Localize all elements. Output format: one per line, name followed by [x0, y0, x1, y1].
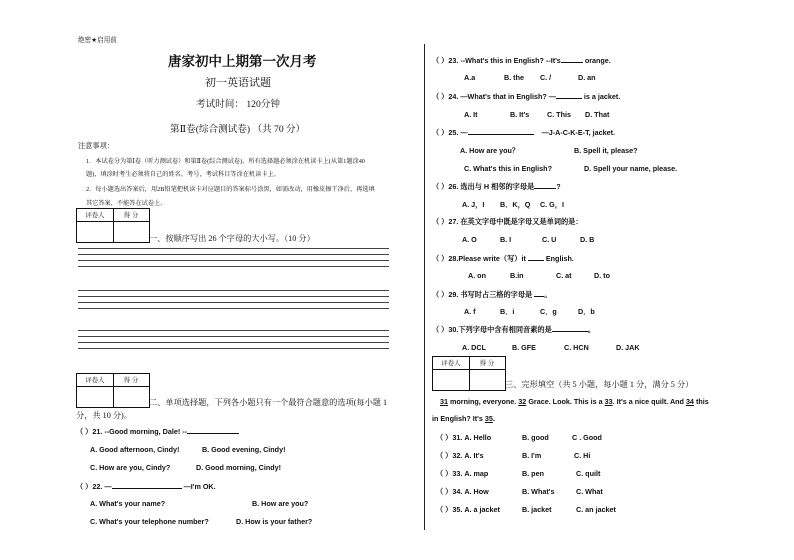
question-stem-end: ? [556, 182, 561, 191]
option-b[interactable]: B. jacket [522, 505, 552, 514]
cloze-line-1 [440, 397, 709, 406]
option-c[interactable]: C. an jacket [576, 505, 616, 514]
question-stem: （ ）30.下列字母中含有相同音素的是 [432, 325, 552, 334]
exam-time: 考试时间： 120分钟 [196, 99, 280, 110]
option-c[interactable]: C. What [576, 487, 603, 496]
question-stem-end: 。 [587, 325, 596, 334]
question-stem-end: —I'm OK. [183, 482, 216, 491]
option-d[interactable]: D. B [580, 235, 595, 244]
option-a[interactable]: A. DCL [462, 343, 486, 352]
part1-heading: 一、按顺序写出 26 个字母的大小写。（10 分） [149, 234, 315, 243]
question-stem: （ ）26. 选出与 H 相邻的字母是 [432, 182, 535, 191]
option-d[interactable]: D. Spell your name, please. [584, 164, 678, 173]
question-stem: （ ）25. — [432, 128, 468, 137]
option-a[interactable]: A. It [464, 110, 478, 119]
option-c[interactable]: C. quilt [576, 469, 601, 478]
option-d[interactable]: D. an [578, 73, 596, 82]
option-a[interactable]: A. O [462, 235, 477, 244]
score-box [76, 373, 150, 408]
answer-blank[interactable] [534, 296, 544, 297]
question-stem: （ ）23. --What's this in English? --It's [432, 56, 561, 65]
blank-34[interactable]: 34 [685, 397, 694, 406]
option-a[interactable]: A. J，I [462, 200, 485, 209]
question-stem-end: —J-A-C-K-E-T, jacket. [541, 128, 616, 137]
question-stem: （ ）22. — [76, 482, 112, 491]
cloze-text: this [695, 397, 709, 406]
question-22 [76, 482, 216, 492]
option-c[interactable]: C. How are you, Cindy? [90, 463, 171, 472]
score-box [432, 356, 506, 391]
option-b[interactable]: B. I'm [522, 451, 542, 460]
question-32: （ ）32. A. It's [436, 451, 484, 460]
confidential-mark: 绝密★启用前 [78, 37, 117, 44]
option-a[interactable]: A. on [468, 271, 486, 280]
question-stem-end: English. [545, 254, 574, 263]
exam-subtitle: 初一英语试题 [205, 77, 271, 89]
answer-blank[interactable] [556, 98, 582, 99]
question-stem-end: 。 [544, 290, 552, 299]
option-c[interactable]: C．g [540, 307, 557, 316]
answer-blank[interactable] [561, 62, 583, 63]
option-d[interactable]: D. Good morning, Cindy! [196, 463, 282, 472]
answer-blank[interactable] [534, 188, 556, 189]
score-label: 得 分 [479, 360, 495, 367]
cloze-line-2 [432, 414, 495, 423]
question-stem-end: is a jacket. [583, 92, 621, 101]
option-b[interactable]: B.in [510, 271, 524, 280]
option-c[interactable]: C. G，I [540, 200, 564, 209]
option-b[interactable]: B. How are you? [252, 499, 309, 508]
option-b[interactable]: B. What's [522, 487, 555, 496]
question-27: （ ）27. 在英文字母中既是字母又是单词的是： [432, 217, 583, 226]
question-26 [432, 182, 561, 192]
notes-heading: 注意事项： [78, 142, 114, 150]
cloze-text: morning, everyone. [450, 397, 517, 406]
option-c[interactable]: C. / [540, 73, 552, 82]
option-d[interactable]: D．b [578, 307, 595, 316]
option-c[interactable]: C. U [542, 235, 557, 244]
grader-label: 评卷人 [441, 360, 461, 367]
option-b[interactable]: B．i [500, 307, 515, 316]
option-d[interactable]: D. That [585, 110, 610, 119]
part3-heading: 三、完形填空（共 5 小题，每小题 1 分，满分 5 分） [505, 380, 694, 389]
answer-blank[interactable] [187, 433, 239, 434]
note-1-cont: 题)，填涂时考生必须将自己的姓名、考号，考试科目等涂在机读卡上。 [86, 171, 280, 178]
option-b[interactable]: B. pen [522, 469, 544, 478]
option-a[interactable]: A.a [464, 73, 476, 82]
score-box [76, 208, 150, 243]
option-b[interactable]: B. good [522, 433, 549, 442]
part2-heading: 二、单项选择题，下列各小题只有一个最符合题意的选项(每小题 1 [149, 398, 388, 407]
part2-heading-cont: 分，共 10 分)。 [76, 411, 132, 420]
option-d[interactable]: D. to [594, 271, 610, 280]
paper-section: 第Ⅱ卷(综合测试卷) （共 70 分） [170, 124, 306, 135]
option-c[interactable]: C. at [556, 271, 572, 280]
cloze-text: in English? It's [432, 414, 483, 423]
note-2-cont: 其它答案，不能答在试卷上。 [86, 200, 167, 207]
grader-label: 评卷人 [85, 212, 105, 219]
question-stem: （ ）28.Please write（写）it [432, 254, 526, 263]
blank-32[interactable]: 32 [518, 397, 527, 406]
question-21 [76, 427, 239, 437]
answer-blank[interactable] [468, 134, 534, 135]
option-c[interactable]: C. This [547, 110, 571, 119]
question-25 [432, 128, 615, 138]
option-b[interactable]: B. Good evening, Cindy! [202, 445, 286, 454]
blank-33[interactable]: 33 [604, 397, 613, 406]
answer-blank[interactable] [528, 260, 544, 261]
grader-label: 评卷人 [85, 377, 105, 384]
blank-31[interactable]: 31 [440, 397, 448, 406]
question-stem: （ ）24. —What's that in English? — [432, 92, 556, 101]
score-label: 得 分 [123, 377, 139, 384]
exam-title: 唐家初中上期第一次月考 [168, 54, 317, 69]
question-28 [432, 254, 574, 264]
question-stem: （ ）21. --Good morning, Dale! -- [76, 427, 188, 436]
blank-35[interactable]: 35 [484, 414, 493, 423]
cloze-text: . [492, 414, 495, 423]
answer-blank[interactable] [552, 331, 588, 332]
column-divider [424, 44, 425, 530]
question-31: （ ）31. A. Hello [436, 433, 492, 442]
option-c[interactable]: C. HCN [564, 343, 589, 352]
option-a[interactable]: A. Good afternoon, Cindy! [90, 445, 180, 454]
option-b[interactable]: B. I [500, 235, 512, 244]
option-c[interactable]: C. What's your telephone number? [90, 517, 209, 526]
question-30 [432, 325, 595, 335]
option-a[interactable]: A. f [464, 307, 476, 316]
answer-blank[interactable] [112, 488, 182, 489]
question-stem-end: orange. [584, 56, 611, 65]
option-b[interactable]: B. It's [510, 110, 530, 119]
question-33: （ ）33. A. map [436, 469, 489, 478]
note-2: 2．每小题选出答案后，用2B铅笔把机读卡对应题目的答案标号涂黑，如需改动，用橡皮擦干净后，再选填 [86, 186, 375, 193]
option-c[interactable]: C. What's this in English? [464, 164, 552, 173]
cloze-text: Grace. Look. This is a [528, 397, 603, 406]
question-34: （ ）34. A. How [436, 487, 489, 496]
question-35: （ ）35. A. a jacket [436, 505, 500, 514]
option-d[interactable]: D. How is your father? [236, 517, 313, 526]
question-23 [432, 56, 611, 66]
question-stem: （ ）29. 书写时占三格的字母是 [432, 290, 533, 299]
note-1: 1．本试卷分为第Ⅰ卷（听力测试卷）和第Ⅱ卷(综合测试卷)，所有选择题必须涂在机读卡上(从第1题涂40 [86, 158, 365, 165]
option-a[interactable]: A. What's your name? [90, 499, 166, 508]
option-c[interactable]: C. Hi [574, 451, 591, 460]
option-c[interactable]: C . Good [572, 433, 602, 442]
option-b[interactable]: B．K，Q [500, 200, 531, 209]
option-b[interactable]: B. GFE [512, 343, 536, 352]
score-label: 得 分 [123, 212, 139, 219]
option-b[interactable]: B. the [504, 73, 524, 82]
option-d[interactable]: D. JAK [616, 343, 640, 352]
option-a[interactable]: A. How are you？ [460, 146, 520, 155]
option-b[interactable]: B. Spell it, please? [574, 146, 638, 155]
question-29 [432, 290, 551, 300]
question-24 [432, 92, 620, 102]
cloze-text: . It's a nice quilt. And [612, 397, 684, 406]
